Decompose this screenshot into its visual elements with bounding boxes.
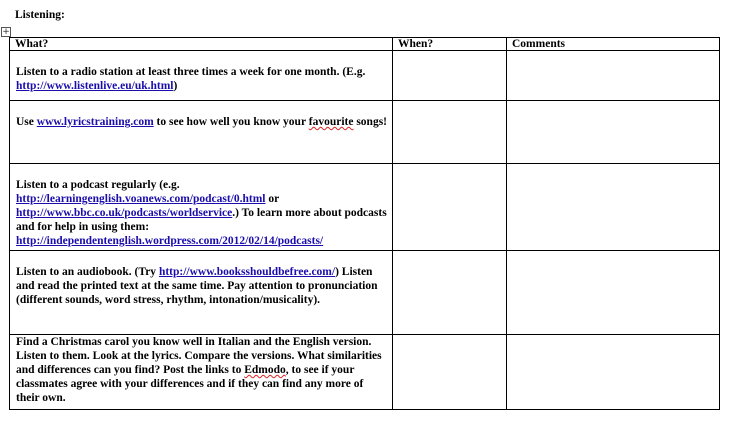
comments-cell[interactable] (507, 51, 720, 101)
table-row (10, 51, 720, 101)
activities-table (9, 37, 720, 410)
link-listenlive[interactable]: http://www.listenlive.eu/uk.html (16, 80, 174, 92)
table-row (10, 251, 720, 335)
when-cell[interactable] (393, 101, 507, 164)
section-title: Listening: (15, 9, 65, 21)
link-bbc-podcasts[interactable]: http://www.bbc.co.uk/podcasts/worldservice (16, 207, 233, 219)
table-header-row (10, 38, 720, 51)
header-when: When? (393, 38, 507, 51)
spelling-flag: Edmodo (244, 364, 286, 376)
link-booksshouldbefree[interactable]: http://www.booksshouldbefree.com/ (158, 266, 336, 278)
link-independentenglish[interactable]: http://independentenglish.wordpress.com/2012/02/14/podcasts/ (16, 235, 324, 247)
when-cell[interactable] (393, 251, 507, 335)
when-cell[interactable] (393, 164, 507, 251)
header-comments: Comments (507, 38, 720, 51)
link-lyricstraining[interactable]: www.lyricstraining.com (36, 116, 154, 128)
task-cell: Listen to a podcast regularly (e.g. http://learningenglish.voanews.com/podcast/0.html or http://www.bbc.co.uk/podcasts/worldservice.) To learn more about podcasts and for help in using them: http://independentenglish.wordpress.com/2012/02/14/podcasts/ (10, 164, 393, 251)
table-row (10, 335, 720, 410)
task-cell: Listen to an audiobook. (Try http://www.booksshouldbefree.com/) Listen and read the printed text at the same time. Pay attention to pronunciation (different sounds, word stress, rhythm, intonation/musicality). (10, 251, 393, 335)
task-cell: Find a Christmas carol you know well in Italian and the English version. Listen to them. Look at the lyrics. Compare the versions. What similarities and differences can you find? Post the links to Edmodo, to see if your classmates agree with your differences and if they can find any more of their own. (10, 335, 393, 410)
table-row (10, 164, 720, 251)
when-cell[interactable] (393, 51, 507, 101)
comments-cell[interactable] (507, 164, 720, 251)
comments-cell[interactable] (507, 335, 720, 410)
comments-cell[interactable] (507, 251, 720, 335)
task-cell: Listen to a radio station at least three times a week for one month. (E.g. http://www.listenlive.eu/uk.html) (10, 51, 393, 101)
comments-cell[interactable] (507, 101, 720, 164)
task-cell: Use www.lyricstraining.com to see how well you know your favourite songs! (10, 101, 393, 164)
when-cell[interactable] (393, 335, 507, 410)
spelling-flag: favourite (308, 116, 354, 128)
table-move-handle-icon[interactable]: + (2, 27, 10, 37)
table-row (10, 101, 720, 164)
link-voanews-podcast[interactable]: http://learningenglish.voanews.com/podcast/0.html (16, 193, 266, 205)
header-what: What? (10, 38, 393, 51)
